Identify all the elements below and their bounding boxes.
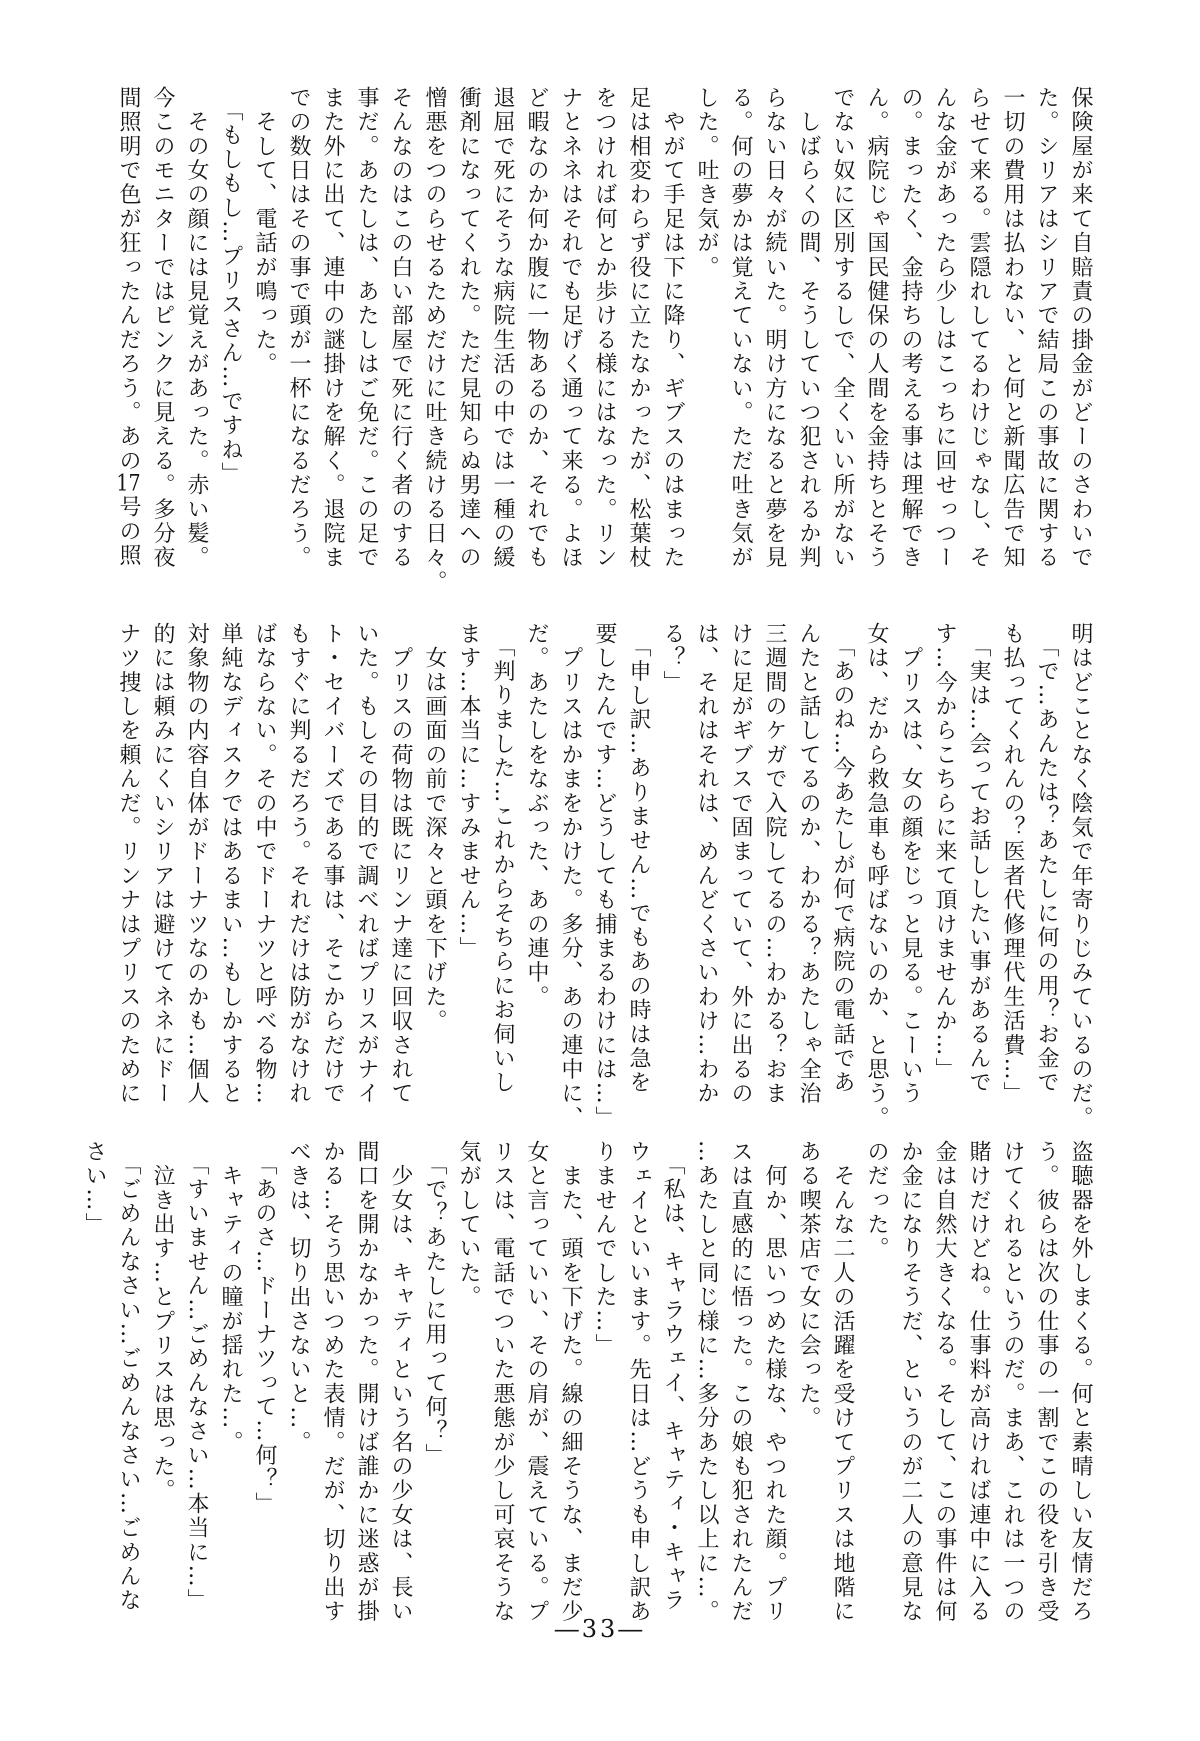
text-column: んな金があったら少しはこっちに回せっつー (932, 86, 957, 570)
text-column: 一切の費用は払わない、と何と新聞広告で知 (1000, 86, 1025, 570)
text-column: る？」 (660, 622, 685, 695)
text-column: う。彼らは次の仕事の一割でこの役を引き受 (1034, 1140, 1059, 1624)
text-column: 「あのね…今あたしが何で病院の電話であ (830, 622, 855, 1095)
text-column: スは直感的に悟った。この娘も犯されたんだ (728, 1140, 753, 1624)
text-column: いた。もしその目的で調べればプリスがナイ (354, 622, 379, 1106)
text-column: 「もしもし…プリスさん…ですね」 (218, 86, 243, 487)
text-column: プリスはかまをかけた。多分、あの連中に、 (558, 622, 583, 1131)
text-column: 要したんです…どうしても捕まるわけには…」 (592, 622, 617, 1131)
text-column: 「すいません…ごめんなさい…本当に…」 (184, 1140, 209, 1613)
text-column: した。吐き気が。 (694, 86, 719, 280)
text-band-middle (111, 622, 1097, 1138)
text-column: プリスは、女の顔をじっと見る。こーいう (898, 622, 923, 1106)
text-column: か金になりそうだ、というのが二人の意見な (898, 1140, 923, 1624)
text-column: 「あのさ…ドーナツって…何？」 (252, 1140, 277, 1517)
page-number: ―33― (554, 1615, 646, 1643)
text-column: さい…」 (82, 1140, 107, 1237)
text-column: 保険屋が来て自賠責の掛金がどーのさわいで (1068, 86, 1093, 570)
text-column: ナツ捜しを頼んだ。リンナはプリスのために (116, 622, 141, 1106)
text-column: リスは、電話でついた悪態が少し可哀そうな (490, 1140, 515, 1624)
text-column: も払ってくれんの？医者代修理代生活費…」 (1000, 622, 1025, 1106)
text-column: もすぐに判るだろう。それだけは防がなけれ (286, 622, 311, 1106)
text-column: けに足がギブスで固まっていて、外に出るの (728, 622, 753, 1106)
text-column: ある喫茶店で女に会った。 (796, 1140, 821, 1431)
text-column: りませんでした…」 (592, 1140, 617, 1358)
text-column: そんな二人の活躍を受けてプリスは地階に (830, 1140, 855, 1624)
text-column: 女は、だから救急車も呼ばないのか、と思う。 (864, 622, 889, 1131)
text-column: 三週間のケガで入院してるの…わかる？おま (762, 622, 787, 1106)
text-column: 金は自然大きくなる。そして、この事件は何 (932, 1140, 957, 1624)
text-column: 「で？あたしに用って何？」 (422, 1140, 447, 1468)
text-column: 今このモニターではピンクに見える。多分夜 (150, 86, 175, 570)
text-column: 事だ。あたしは、あたしはご免だ。この足で (354, 86, 379, 570)
text-column: 気がしていた。 (456, 1140, 481, 1310)
text-column: ナとネネはそれでも足げく通って来る。よほ (558, 86, 583, 570)
text-column: 何か、思いつめた様な、やつれた顔。プリ (762, 1140, 787, 1624)
text-column: 「申し訳…ありません…でもあの時は急を (626, 622, 651, 1095)
text-column: だ。あたしをなぶった、あの連中。 (524, 622, 549, 1010)
text-column: 明はどことなく陰気で年寄りじみているのだ。 (1068, 622, 1093, 1131)
text-column: 間照明で色が狂ったんだろう。あの17号の照 (116, 86, 141, 568)
text-column: 「判りました…これからそちらにお伺いし (490, 622, 515, 1095)
text-column: る。何の夢かは覚えていない。ただ吐き気が (728, 86, 753, 570)
text-column: の。まったく、金持ちの考える事は理解でき (898, 86, 923, 570)
text-column: 足は相変わらず役に立たなかったが、松葉杖 (626, 86, 651, 570)
text-column: 少女は、キャティという名の少女は、長い (388, 1140, 413, 1624)
text-column: のだった。 (864, 1140, 889, 1261)
text-column: 「私は、キャラウェイ、キャティ・キャラ (660, 1140, 685, 1613)
text-column: 対象物の内容自体がドーナツなのかも…個人 (184, 622, 209, 1106)
text-column: ん。病院じゃ国民健保の人間を金持ちとそう (864, 86, 889, 570)
text-band-top (111, 86, 1097, 602)
text-column: す…今からこちらに来て頂けませんか…」 (932, 622, 957, 1082)
text-column: らせて来る。雲隠れしてるわけじゃなし、そ (966, 86, 991, 570)
text-column: 間口を開かなかった。開けば誰かに迷惑が掛 (354, 1140, 379, 1624)
text-column: ます…本当に…すみません…」 (456, 622, 481, 961)
text-column: プリスの荷物は既にリンナ達に回収されて (388, 622, 413, 1106)
text-column: しばらくの間、そうしていつ犯されるか判 (796, 86, 821, 570)
text-column: ど暇なのか何か腹に一物あるのか、それでも (524, 86, 549, 570)
text-column: かる…そう思いつめた表情。だが、切り出す (320, 1140, 345, 1624)
text-column: 「で…あんたは？あたしに何の用？お金で (1034, 622, 1059, 1095)
text-column: らない日々が続いた。明け方になると夢を見 (762, 86, 787, 570)
text-column: 単純なディスクではあるまい…もしかすると (218, 622, 243, 1106)
text-column: そんなのはこの白い部屋で死に行く者のする (388, 86, 413, 570)
text-column: 退屈で死にそうな病院生活の中では一種の緩 (490, 86, 515, 570)
text-column: その女の顔には見覚えがあった。赤い髪。 (184, 86, 209, 570)
text-column: 女と言っていい、その肩が、震えている。プ (524, 1140, 549, 1624)
text-column: 的には頼みにくいシリアは避けてネネにドー (150, 622, 175, 1106)
text-column: た。シリアはシリアで結局この事故に関する (1034, 86, 1059, 570)
text-column: けてくれるというのだ。まあ、これは一つの (1000, 1140, 1025, 1624)
text-column: は、それはそれは、めんどくさいわけ…わか (694, 622, 719, 1106)
text-column: 泣き出す…とプリスは思った。 (150, 1140, 175, 1503)
text-column: での数日はその事で頭が一杯になるだろう。 (286, 86, 311, 570)
text-column: でない奴に区別するしで、全くいい所がない (830, 86, 855, 570)
text-column: ト・セイバーズである事は、そこからだけで (320, 622, 345, 1106)
text-column: ばならない。その中でドーナツと呼べる物… (252, 622, 277, 1106)
text-column: 憎悪をつのらせるためだけに吐き続ける日々。 (422, 86, 447, 595)
text-column: また、頭を下げた。線の細そうな、まだ少 (558, 1140, 583, 1624)
text-column: キャティの瞳が揺れた…。 (218, 1140, 243, 1455)
text-column: べきは、切り出さないと…。 (286, 1140, 311, 1455)
text-column: …あたしと同じ様に…多分あたし以上に…。 (694, 1140, 719, 1624)
text-column: やがて手足は下に降り、ギブスのはまった (660, 86, 685, 570)
text-column: 女は画面の前で深々と頭を下げた。 (422, 622, 447, 1034)
text-column: 「ごめんなさい…ごめんなさい…ごめんな (116, 1140, 141, 1613)
text-column: 賭けだけどね。仕事料が高ければ連中に入る (966, 1140, 991, 1624)
text-column: んたと話してるのか、わかる？あたしゃ全治 (796, 622, 821, 1106)
text-column: をつければ何とか歩ける様にはなった。リン (592, 86, 617, 570)
text-column: 盗聴器を外しまくる。何と素晴しい友情だろ (1068, 1140, 1093, 1624)
text-column: 「実は…会ってお話ししたい事があるんで (966, 622, 991, 1095)
text-band-bottom (77, 1140, 1097, 1632)
text-column: また外に出て、連中の謎掛けを解く。退院ま (320, 86, 345, 570)
text-column: 衝剤になってくれた。ただ見知らぬ男達への (456, 86, 481, 570)
text-column: そして、電話が鳴った。 (252, 86, 277, 377)
text-column: ウェイといいます。先日は…どうも申し訳あ (626, 1140, 651, 1624)
